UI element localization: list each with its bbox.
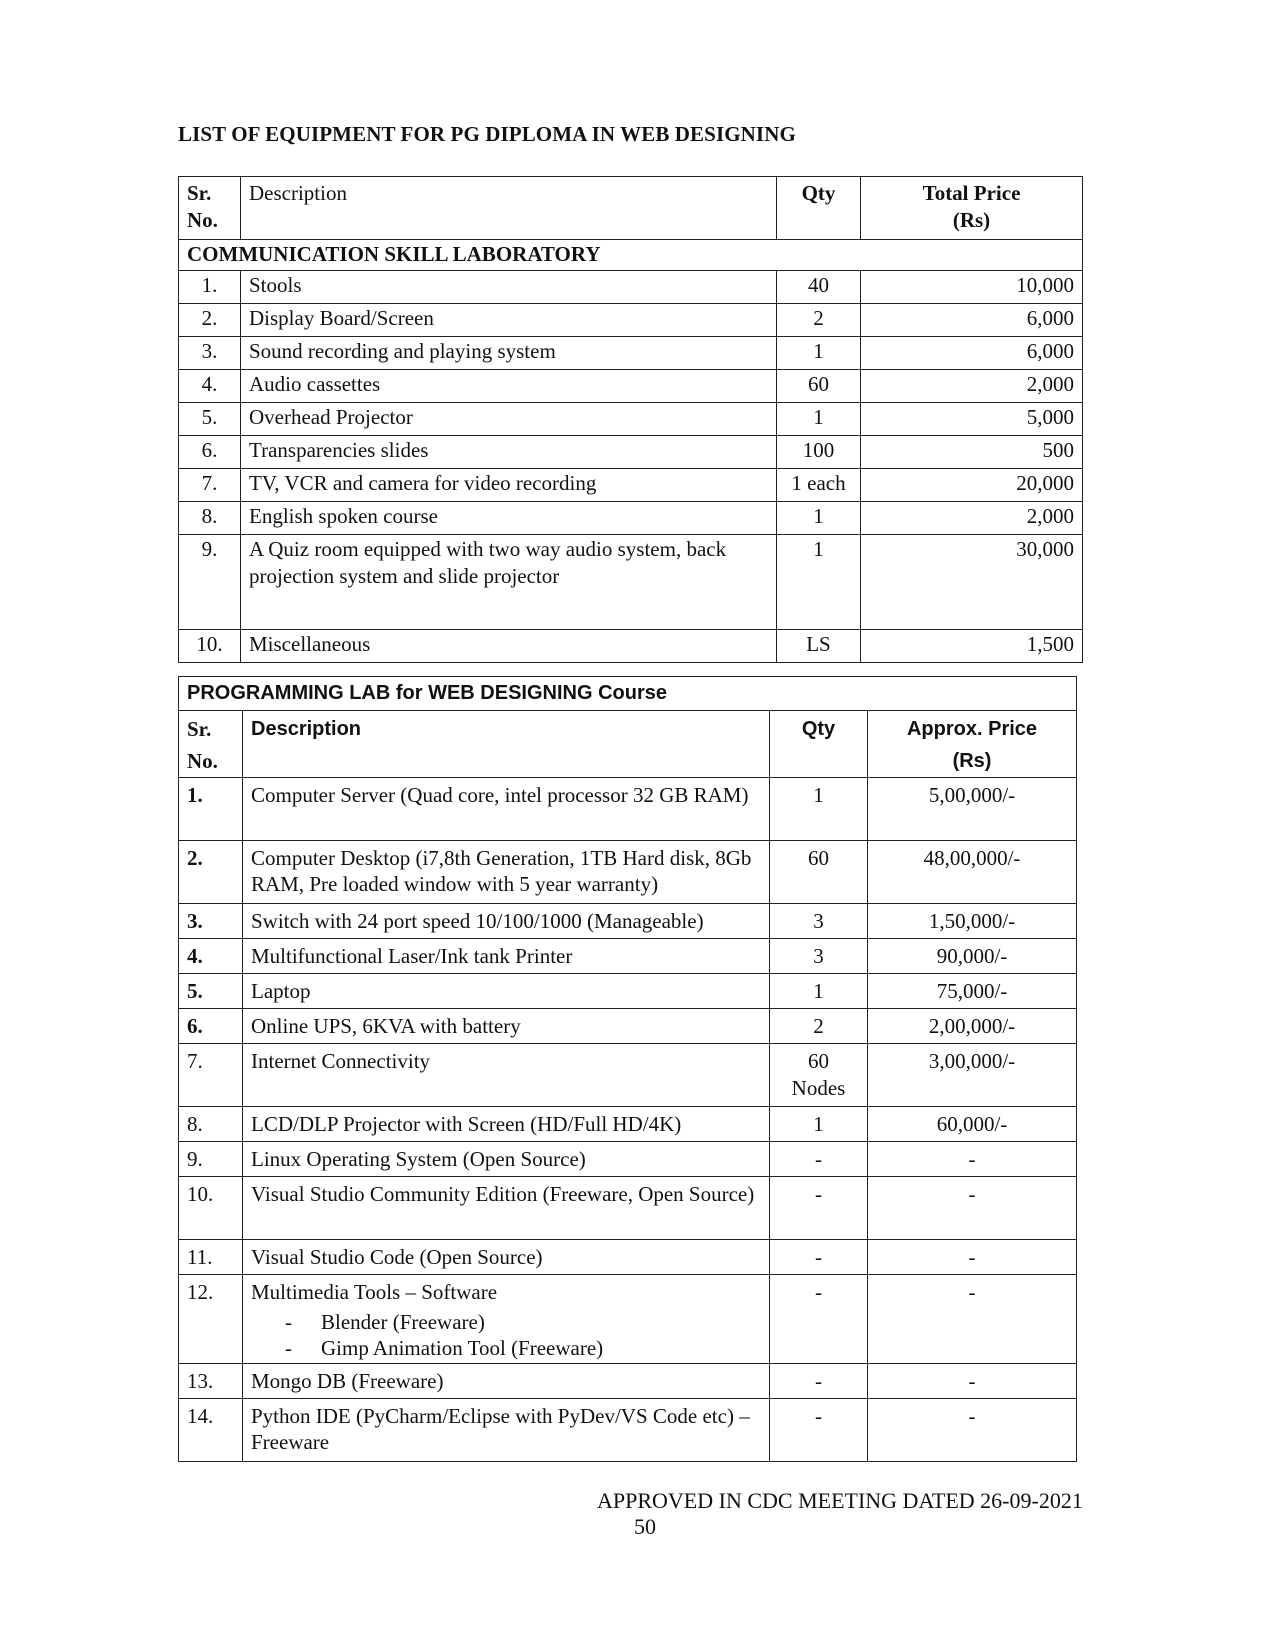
cell-sr: 12. [179,1275,243,1364]
header-price: Approx. Price (Rs) [868,711,1077,778]
cell-sr: 9. [179,535,241,630]
cell-qty: - [770,1364,868,1399]
cell-sr: 5. [179,974,243,1009]
cell-desc: Computer Server (Quad core, intel processor 32 GB RAM) [243,778,770,841]
cell-qty: 60 Nodes [770,1044,868,1107]
cell-qty: LS [777,630,861,663]
cell-desc: A Quiz room equipped with two way audio system, back projection system and slide projector [241,535,777,630]
cell-price: 5,000 [861,403,1083,436]
table-row [179,271,1083,304]
cell-qty: 1 [777,337,861,370]
cell-qty: 1 [770,1107,868,1142]
cell-desc: Python IDE (PyCharm/Eclipse with PyDev/VS Code etc) – Freeware [243,1399,770,1462]
cell-qty: - [770,1399,868,1462]
table-row [179,1399,1077,1462]
table-row [179,304,1083,337]
cell-desc: English spoken course [241,502,777,535]
cell-price: 3,00,000/- [868,1044,1077,1107]
cell-sr: 5. [179,403,241,436]
cell-sr: 1. [179,778,243,841]
cell-qty: 1 each [777,469,861,502]
cell-qty: 3 [770,904,868,939]
cell-sr: 10. [179,1177,243,1240]
header-description: Description [241,177,777,240]
cell-qty: 100 [777,436,861,469]
cell-sr: 10. [179,630,241,663]
cell-sr: 14. [179,1399,243,1462]
sub-list-item: - Blender (Freeware) [285,1310,485,1334]
cell-qty: - [770,1177,868,1240]
header-price: Total Price (Rs) [861,177,1083,240]
cell-price: - [868,1275,1077,1364]
table-caption: PROGRAMMING LAB for WEB DESIGNING Course [179,677,1077,711]
cell-desc: Stools [241,271,777,304]
cell-desc: Computer Desktop (i7,8th Generation, 1TB Hard disk, 8Gb RAM, Pre loaded window with 5 year warranty) [243,841,770,904]
cell-price: 60,000/- [868,1107,1077,1142]
cell-price: 30,000 [861,535,1083,630]
cell-qty: - [770,1240,868,1275]
cell-qty: 1 [777,403,861,436]
cell-qty: - [770,1275,868,1364]
table-row [179,1177,1077,1240]
cell-desc: Transparencies slides [241,436,777,469]
header-description: Description [243,711,770,778]
table-row [179,1240,1077,1275]
cell-price: - [868,1399,1077,1462]
header-sr: Sr. No. [179,177,241,240]
table-header-row [179,177,1083,240]
cell-desc: Laptop [243,974,770,1009]
cell-desc-text: Multimedia Tools – Software [251,1280,498,1304]
sub-list-item: - Gimp Animation Tool (Freeware) [285,1336,604,1360]
cell-sr: 8. [179,1107,243,1142]
cell-price: - [868,1364,1077,1399]
table-row [179,1107,1077,1142]
cell-desc: TV, VCR and camera for video recording [241,469,777,502]
cell-desc: Switch with 24 port speed 10/100/1000 (Manageable) [243,904,770,939]
cell-qty: 1 [770,778,868,841]
cell-desc: Display Board/Screen [241,304,777,337]
cell-desc: Visual Studio Community Edition (Freeware, Open Source) [243,1177,770,1240]
header-sr: Sr. No. [179,711,243,778]
cell-desc: Online UPS, 6KVA with battery [243,1009,770,1044]
cell-desc: Visual Studio Code (Open Source) [243,1240,770,1275]
caption-row [179,677,1077,711]
table-row [179,1009,1077,1044]
cell-price: 2,000 [861,502,1083,535]
cell-sr: 11. [179,1240,243,1275]
table-row [179,630,1083,663]
cell-sr: 1. [179,271,241,304]
cell-sr: 7. [179,1044,243,1107]
cell-qty: 3 [770,939,868,974]
cell-sr: 13. [179,1364,243,1399]
cell-sr: 4. [179,370,241,403]
cell-desc: Overhead Projector [241,403,777,436]
cell-sr: 3. [179,904,243,939]
cell-qty: 1 [770,974,868,1009]
cell-sr: 8. [179,502,241,535]
section-row [179,240,1083,271]
programming-lab-table [178,676,1077,1462]
table-row [179,778,1077,841]
cell-price: 1,500 [861,630,1083,663]
cell-qty: 1 [777,535,861,630]
cell-sr: 6. [179,436,241,469]
cell-sr: 3. [179,337,241,370]
cell-price: 500 [861,436,1083,469]
cell-sr: 7. [179,469,241,502]
table-row [179,939,1077,974]
table-row [179,1142,1077,1177]
cell-sr: 2. [179,841,243,904]
cell-qty: 60 [777,370,861,403]
page-title: LIST OF EQUIPMENT FOR PG DIPLOMA IN WEB DESIGNING [178,122,796,146]
table-row [179,1275,1077,1364]
cell-desc: Multifunctional Laser/Ink tank Printer [243,939,770,974]
approval-note: APPROVED IN CDC MEETING DATED 26-09-2021 [597,1488,1083,1513]
table-row [179,370,1083,403]
cell-desc: Sound recording and playing system [241,337,777,370]
table-row [179,469,1083,502]
table-row [179,1364,1077,1399]
cell-price: 10,000 [861,271,1083,304]
table-row [179,502,1083,535]
table-row [179,436,1083,469]
cell-price: 2,00,000/- [868,1009,1077,1044]
communication-lab-table [178,176,1083,663]
cell-sr: 9. [179,1142,243,1177]
cell-price: 6,000 [861,337,1083,370]
header-qty: Qty [770,711,868,778]
cell-sr: 4. [179,939,243,974]
table-header-row [179,711,1077,778]
header-qty: Qty [777,177,861,240]
cell-qty: - [770,1142,868,1177]
cell-qty: 40 [777,271,861,304]
cell-price: 75,000/- [868,974,1077,1009]
cell-price: 20,000 [861,469,1083,502]
cell-desc: Internet Connectivity [243,1044,770,1107]
cell-price: - [868,1177,1077,1240]
cell-qty: 2 [777,304,861,337]
table-row [179,841,1077,904]
page-number: 50 [634,1514,656,1539]
cell-price: 2,000 [861,370,1083,403]
cell-price: 5,00,000/- [868,778,1077,841]
cell-price: 90,000/- [868,939,1077,974]
cell-price: - [868,1240,1077,1275]
cell-price: 6,000 [861,304,1083,337]
cell-price: 1,50,000/- [868,904,1077,939]
table-row [179,974,1077,1009]
cell-desc: Audio cassettes [241,370,777,403]
cell-desc: Miscellaneous [241,630,777,663]
table-row [179,337,1083,370]
sub-list [251,1309,761,1361]
table-row [179,904,1077,939]
table-row [179,535,1083,630]
cell-qty: 1 [777,502,861,535]
cell-qty: 2 [770,1009,868,1044]
cell-sr: 6. [179,1009,243,1044]
cell-price: 48,00,000/- [868,841,1077,904]
table-row [179,403,1083,436]
cell-desc: Mongo DB (Freeware) [243,1364,770,1399]
cell-price: - [868,1142,1077,1177]
cell-sr: 2. [179,304,241,337]
cell-desc [243,1275,770,1364]
section-title: COMMUNICATION SKILL LABORATORY [179,240,1083,271]
cell-desc: Linux Operating System (Open Source) [243,1142,770,1177]
cell-qty: 60 [770,841,868,904]
table-row [179,1044,1077,1107]
cell-desc: LCD/DLP Projector with Screen (HD/Full HD/4K) [243,1107,770,1142]
